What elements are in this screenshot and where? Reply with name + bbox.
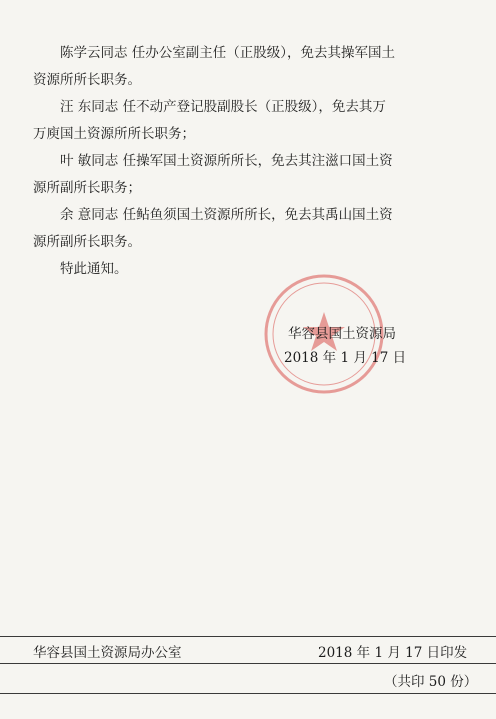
signoff-date: 2018 年 1 月 17 日 xyxy=(284,350,407,366)
text-line: 万庾国土资源所所长职务； xyxy=(33,126,195,142)
paragraph-appointment-4 xyxy=(33,202,473,256)
text-line: 余 意同志 任鲇鱼须国土资源所所长，免去其禹山国土资 xyxy=(60,207,393,223)
footer-issuer: 华容县国土资源局办公室 xyxy=(33,645,182,661)
paragraph-closing xyxy=(33,256,473,283)
text-line: 源所副所长职务。 xyxy=(33,234,141,250)
paragraph-appointment-1 xyxy=(33,40,473,94)
text-line: 汪 东同志 任不动产登记股副股长（正股级），免去其万 xyxy=(60,99,386,115)
footer-bottom-rule xyxy=(0,693,496,694)
signoff-organization: 华容县国土资源局 xyxy=(288,326,396,342)
text-line: 叶 敏同志 任操军国土资源所所长，免去其注滋口国土资 xyxy=(60,153,393,169)
footer-copies: （共印 50 份） xyxy=(384,674,478,690)
footer-middle-rule xyxy=(0,663,496,664)
footer-top-rule xyxy=(0,636,496,637)
text-line: 源所副所长职务； xyxy=(33,180,141,196)
text-line: 资源所所长职务。 xyxy=(33,72,141,88)
footer-print-date: 2018 年 1 月 17 日印发 xyxy=(318,645,468,661)
paragraph-appointment-3 xyxy=(33,148,473,202)
text-line: 陈学云同志 任办公室副主任（正股级），免去其操军国土 xyxy=(60,45,396,61)
text-line: 特此通知。 xyxy=(60,261,128,277)
paragraph-appointment-2 xyxy=(33,94,473,148)
